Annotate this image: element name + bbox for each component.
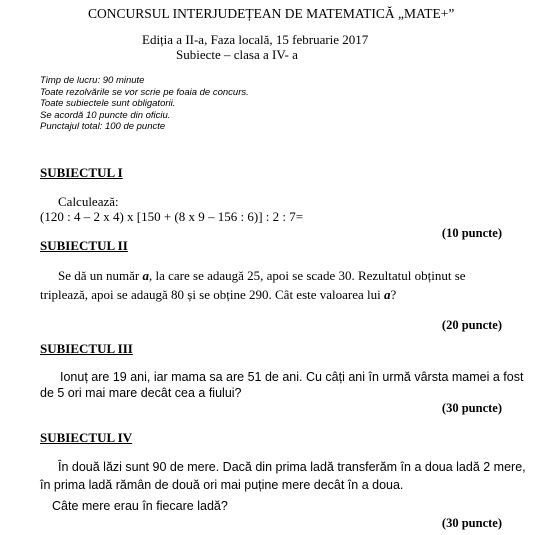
instructions-block: [40, 75, 249, 133]
subject-2-heading: SUBIECTUL II: [40, 238, 128, 253]
subject-3-heading: SUBIECTUL III: [40, 341, 133, 356]
instruction-bonus: Se acordă 10 puncte din oficiu.: [40, 109, 171, 121]
class-line: Subiecte – clasa a IV- a: [176, 47, 298, 62]
instruction-mandatory: Toate subiectele sunt obligatorii.: [40, 98, 176, 109]
subject-4-line-1: În două lăzi sunt 90 de mere. Dacă din prima ladă transferăm în a doua ladă 2 mere,: [58, 460, 526, 474]
subject-4-points: (30 puncte): [441, 516, 502, 530]
subject-3-points: (30 puncte): [441, 401, 502, 415]
subject-1-heading: SUBIECTUL I: [40, 165, 123, 180]
variable-a: a: [142, 268, 149, 283]
instruction-time: Timp de lucru: 90 minute: [40, 75, 145, 86]
subject-2-line-2: triplează, apoi se adaugă 80 și se obține 290. Cât este valoarea lui a?: [40, 287, 397, 302]
instruction-sheet: Toate rezolvările se vor scrie pe foaia de concurs.: [40, 86, 249, 98]
subject-2-line-1: Se dă un număr a, la care se adaugă 25, apoi se scade 30. Rezultatul obținut se: [58, 268, 466, 283]
document-title: CONCURSUL INTERJUDEȚEAN DE MATEMATICĂ „MATE+”: [88, 6, 455, 21]
subject-4-heading: SUBIECTUL IV: [40, 430, 133, 445]
subject-1-instruction: Calculează:: [58, 194, 119, 209]
edition-line: Ediția a II-a, Faza locală, 15 februarie 2017: [142, 32, 369, 47]
subject-1-points: (10 puncte): [441, 226, 502, 240]
subject-1-expression: (120 : 4 – 2 x 4) x [150 + (8 x 9 – 156 : 6)] : 2 : 7=: [40, 209, 304, 224]
subject-4-line-2: în prima ladă rămân de două ori mai puține mere decât în a doua.: [40, 478, 404, 492]
instruction-total: Punctajul total: 100 de puncte: [40, 121, 166, 132]
subject-2-points: (20 puncte): [441, 318, 502, 332]
variable-a-2: a: [384, 287, 391, 302]
subject-3-line-1: Ionuț are 19 ani, iar mama sa are 51 de ani. Cu câți ani în urmă vârsta mamei a fost: [60, 370, 524, 384]
subject-3-line-2: de 5 ori mai mare decât cea a fiului?: [40, 386, 242, 400]
subject-4-question: Câte mere erau în fiecare ladă?: [52, 499, 228, 513]
